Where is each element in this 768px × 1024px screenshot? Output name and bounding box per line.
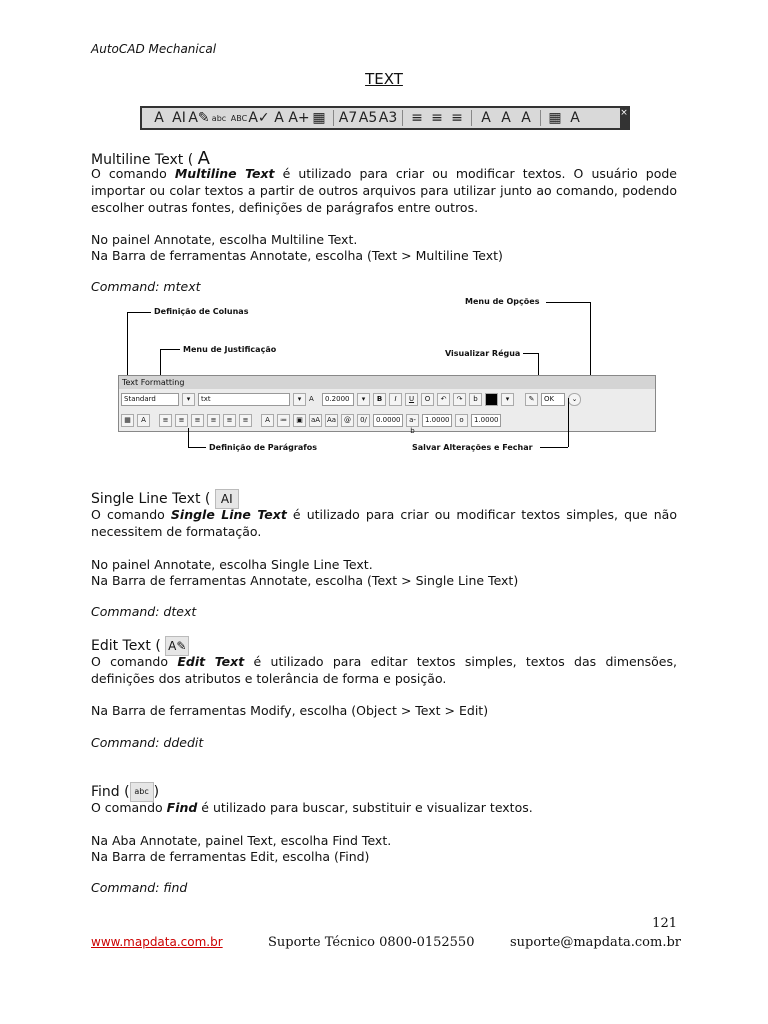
- singleline-panel-line: No painel Annotate, escolha Single Line Text.: [91, 557, 373, 572]
- find-icon: abc: [130, 782, 154, 802]
- toolbar-icon-11[interactable]: A3: [378, 110, 398, 126]
- tracking-input: 1.0000: [422, 414, 452, 427]
- toolbar-icon-13[interactable]: ≡: [431, 110, 443, 126]
- toolbar-icon-12[interactable]: ≡: [411, 110, 423, 126]
- page-title: TEXT: [365, 70, 403, 88]
- support-phone: Suporte Técnico 0800-0152550: [268, 935, 475, 950]
- website-link[interactable]: www.mapdata.com.br: [91, 935, 223, 949]
- toolbar-icon-14[interactable]: ≡: [451, 110, 463, 126]
- edittext-toolbar-line: Na Barra de ferramentas Modify, escolha (Object > Text > Edit): [91, 703, 489, 718]
- callout-save: Salvar Alterações e Fechar: [412, 443, 533, 452]
- multiline-panel-line: No painel Annotate, escolha Multiline Text.: [91, 232, 358, 247]
- toolbar-icon-15[interactable]: A: [481, 110, 491, 126]
- page-number: 121: [652, 916, 677, 931]
- multiline-command: Command: mtext: [91, 279, 201, 294]
- singleline-toolbar-line: Na Barra de ferramentas Annotate, escolha (Text > Single Line Text): [91, 573, 519, 588]
- toolbar-icon-8[interactable]: ▦: [312, 110, 326, 126]
- toolbar-icon-16[interactable]: A: [501, 110, 511, 126]
- find-toolbar-line: Na Barra de ferramentas Edit, escolha (Find): [91, 849, 370, 864]
- toolbar-close-icon[interactable]: ×: [620, 108, 628, 128]
- style-select: Standard: [121, 393, 179, 406]
- oblique-input: 0.0000: [373, 414, 403, 427]
- multiline-toolbar-line: Na Barra de ferramentas Annotate, escolha (Text > Multiline Text): [91, 248, 503, 263]
- multiline-heading: Multiline Text ( A: [91, 148, 210, 169]
- text-toolbar: [140, 106, 630, 130]
- find-command: Command: find: [91, 880, 188, 895]
- find-heading: Find ( abc ): [91, 784, 160, 800]
- toolbar-icon-17[interactable]: A: [521, 110, 531, 126]
- font-select: txt: [198, 393, 290, 406]
- edit-text-icon: A✎: [165, 636, 189, 656]
- edittext-command: Command: ddedit: [91, 735, 204, 750]
- height-input: 0.2000: [322, 393, 354, 406]
- toolbar-icon-3[interactable]: abc: [211, 113, 227, 123]
- find-panel-line: Na Aba Annotate, painel Text, escolha Find Text.: [91, 833, 392, 848]
- toolbar-icon-19[interactable]: A: [570, 110, 580, 126]
- text-formatting-toolbar-figure: Text Formatting Standard ▾ txt ▾ A 0.2000 ▾ B I U O ↶ ↷ b ▾ ✎ OK ⌄ ▦ A ≡ ≡ ≡ ≡ ≡ ≡ A ≔ ▣ aA Aa @ 0/ 0.0000 a-b 1.0000 o 1.0000: [118, 375, 656, 432]
- singleline-heading: Single Line Text ( AI: [91, 489, 239, 509]
- width-input: 1.0000: [471, 414, 501, 427]
- ok-button: OK: [541, 393, 565, 406]
- toolbar-icon-0[interactable]: A: [154, 110, 164, 126]
- callout-columns: Definição de Colunas: [154, 307, 249, 316]
- support-email: suporte@mapdata.com.br: [510, 935, 682, 950]
- edittext-heading: Edit Text ( A✎: [91, 636, 189, 656]
- toolbar-icon-18[interactable]: ▦: [548, 110, 562, 126]
- toolbar-icon-6[interactable]: A: [274, 110, 284, 126]
- toolbar-icon-7[interactable]: A+: [288, 110, 310, 126]
- toolbar-icon-9[interactable]: A7: [338, 110, 358, 126]
- callout-options: Menu de Opções: [465, 297, 540, 306]
- singleline-command: Command: dtext: [91, 604, 197, 619]
- find-description: O comando Find é utilizado para buscar, substituir e visualizar textos.: [91, 800, 533, 815]
- singleline-description: O comando Single Line Text é utilizado para criar ou modificar textos simples, que não necessitem de formatação.: [91, 507, 677, 539]
- multiline-text-icon: A: [197, 148, 210, 169]
- toolbar-icon-1[interactable]: AI: [172, 110, 186, 126]
- callout-paragraph: Definição de Parágrafos: [209, 443, 317, 452]
- edittext-description: O comando Edit Text é utilizado para editar textos simples, textos das dimensões, definições dos atributos e tolerância de forma e posição.: [91, 654, 677, 686]
- toolbar-icon-5[interactable]: A✓: [248, 110, 270, 126]
- running-header: AutoCAD Mechanical: [91, 42, 217, 56]
- toolbar-icon-4[interactable]: ABC: [230, 113, 248, 123]
- callout-justify: Menu de Justificação: [183, 345, 277, 354]
- single-line-text-icon: AI: [215, 489, 239, 509]
- multiline-description: O comando Multiline Text é utilizado para criar ou modificar textos. O usuário pode importar ou colar textos a partir de outros arquivos para utilizar junto ao comando, podendo escolher outras fontes, definições de parágrafos entre outros.: [91, 166, 677, 215]
- figure-title-bar: Text Formatting: [119, 376, 655, 389]
- toolbar-icon-10[interactable]: A5: [358, 110, 378, 126]
- callout-ruler: Visualizar Régua: [445, 349, 521, 358]
- toolbar-icon-2[interactable]: A✎: [188, 110, 210, 126]
